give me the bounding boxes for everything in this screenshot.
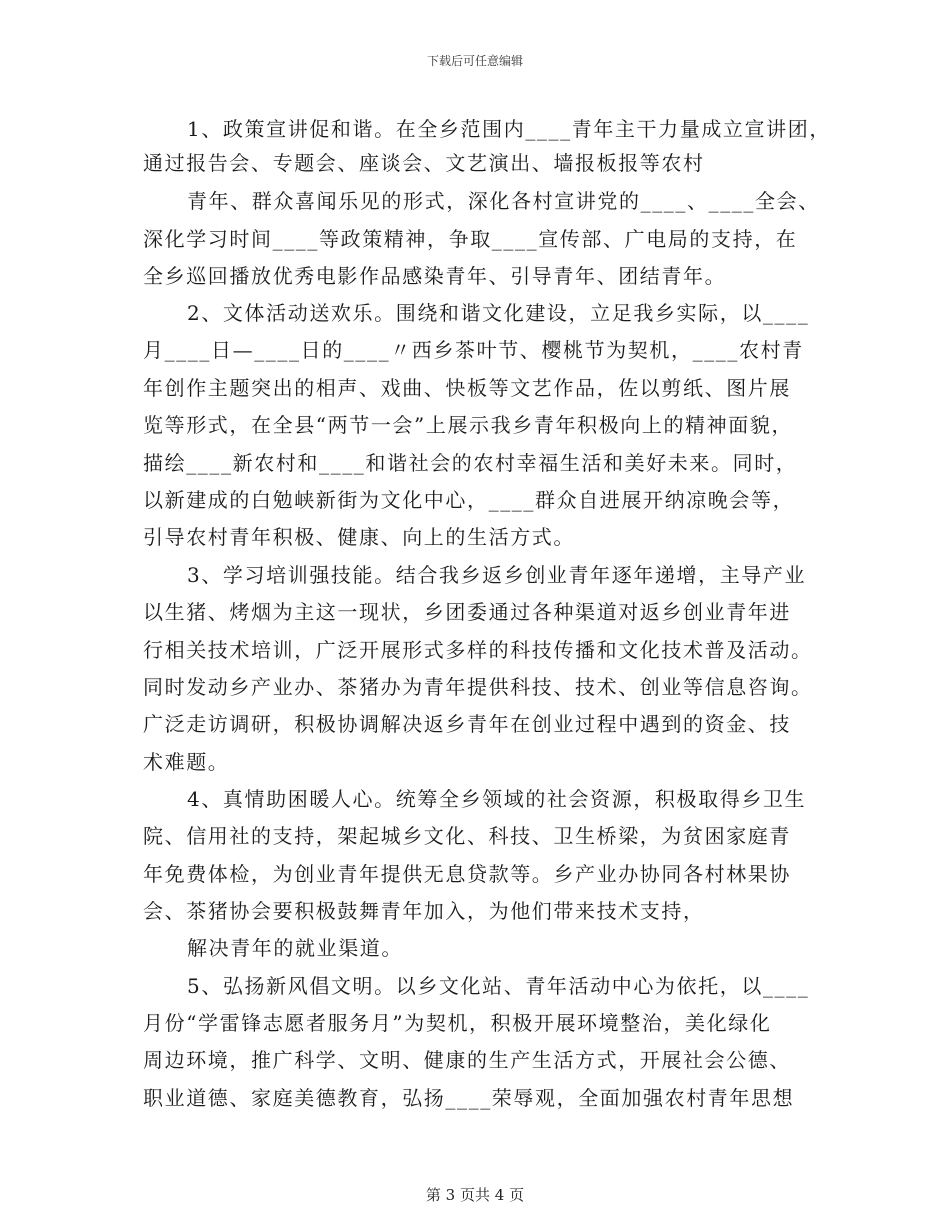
body-line: 行相关技术培训，广泛开展形式多样的科技传播和文化技术普及活动。 [143,638,813,662]
body-line: 同时发动乡产业办、茶猪办为青年提供科技、技术、创业等信息咨询。 [143,675,813,699]
page-number: 第 3 页共 4 页 [425,1186,525,1204]
body-line: 全乡巡回播放优秀电影作品感染青年、引导青年、团结青年。 [143,264,727,288]
body-line: 解决青年的就业渠道。 [187,936,403,960]
body-line: 月____日—____日的____〃西乡茶叶节、樱桃节为契机，____农村青 [143,338,804,362]
body-line: 览等形式，在全县“两节一会”上展示我乡青年积极向上的精神面貌， [143,413,794,437]
body-line: 以生猪、烤烟为主这一现状，乡团委通过各种渠道对返乡创业青年进 [143,600,791,624]
page-header: 下载后可任意编辑 [426,54,523,68]
body-line: 青年、群众喜闻乐见的形式，深化各村宣讲党的____、____全会、 [187,189,820,213]
body-line: 广泛走访调研，积极协调解决返乡青年在创业过程中遇到的资金、技 [143,712,791,736]
body-line: 1、政策宣讲促和谐。在全乡范围内____青年主干力量成立宣讲团， [187,117,831,141]
body-line: 2、文体活动送欢乐。围绕和谐文化建设，立足我乡实际，以____ [187,301,810,325]
body-line: 深化学习时间____等政策精神，争取____宣传部、广电局的支持，在 [143,227,798,251]
body-line: 通过报告会、专题会、座谈会、文艺演出、墙报板报等农村 [143,151,705,175]
body-line: 术难题。 [143,750,230,774]
body-line: 以新建成的白勉峡新街为文化中心，____群众自进展开纳凉晚会等， [143,488,795,512]
body-line: 年免费体检，为创业青年提供无息贷款等。乡产业办协同各村林果协 [143,862,791,886]
body-line: 院、信用社的支持，架起城乡文化、科技、卫生桥梁，为贫困家庭青 [143,824,791,848]
body-line: 月份“学雷锋志愿者服务月”为契机，积极开展环境整治，美化绿化 [143,1011,772,1035]
body-line: 5、弘扬新风倡文明。以乡文化站、青年活动中心为依托，以____ [187,974,810,998]
body-line: 周边环境，推广科学、文明、健康的生产生活方式，开展社会公德、 [143,1048,791,1072]
body-line: 引导农村青年积极、健康、向上的生活方式。 [143,525,575,549]
body-line: 3、学习培训强技能。结合我乡返乡创业青年逐年递增，主导产业 [187,563,807,587]
body-line: 4、真情助困暖人心。统筹全乡领域的社会资源，积极取得乡卫生 [187,787,807,811]
body-line: 职业道德、家庭美德教育，弘扬____荣辱观，全面加强农村青年思想 [143,1086,795,1110]
body-line: 会、茶猪协会要积极鼓舞青年加入，为他们带来技术支持， [143,899,705,923]
body-line: 年创作主题突出的相声、戏曲、快板等文艺作品，佐以剪纸、图片展 [143,376,791,400]
body-line: 描绘____新农村和____和谐社会的农村幸福生活和美好未来。同时， [143,451,798,475]
